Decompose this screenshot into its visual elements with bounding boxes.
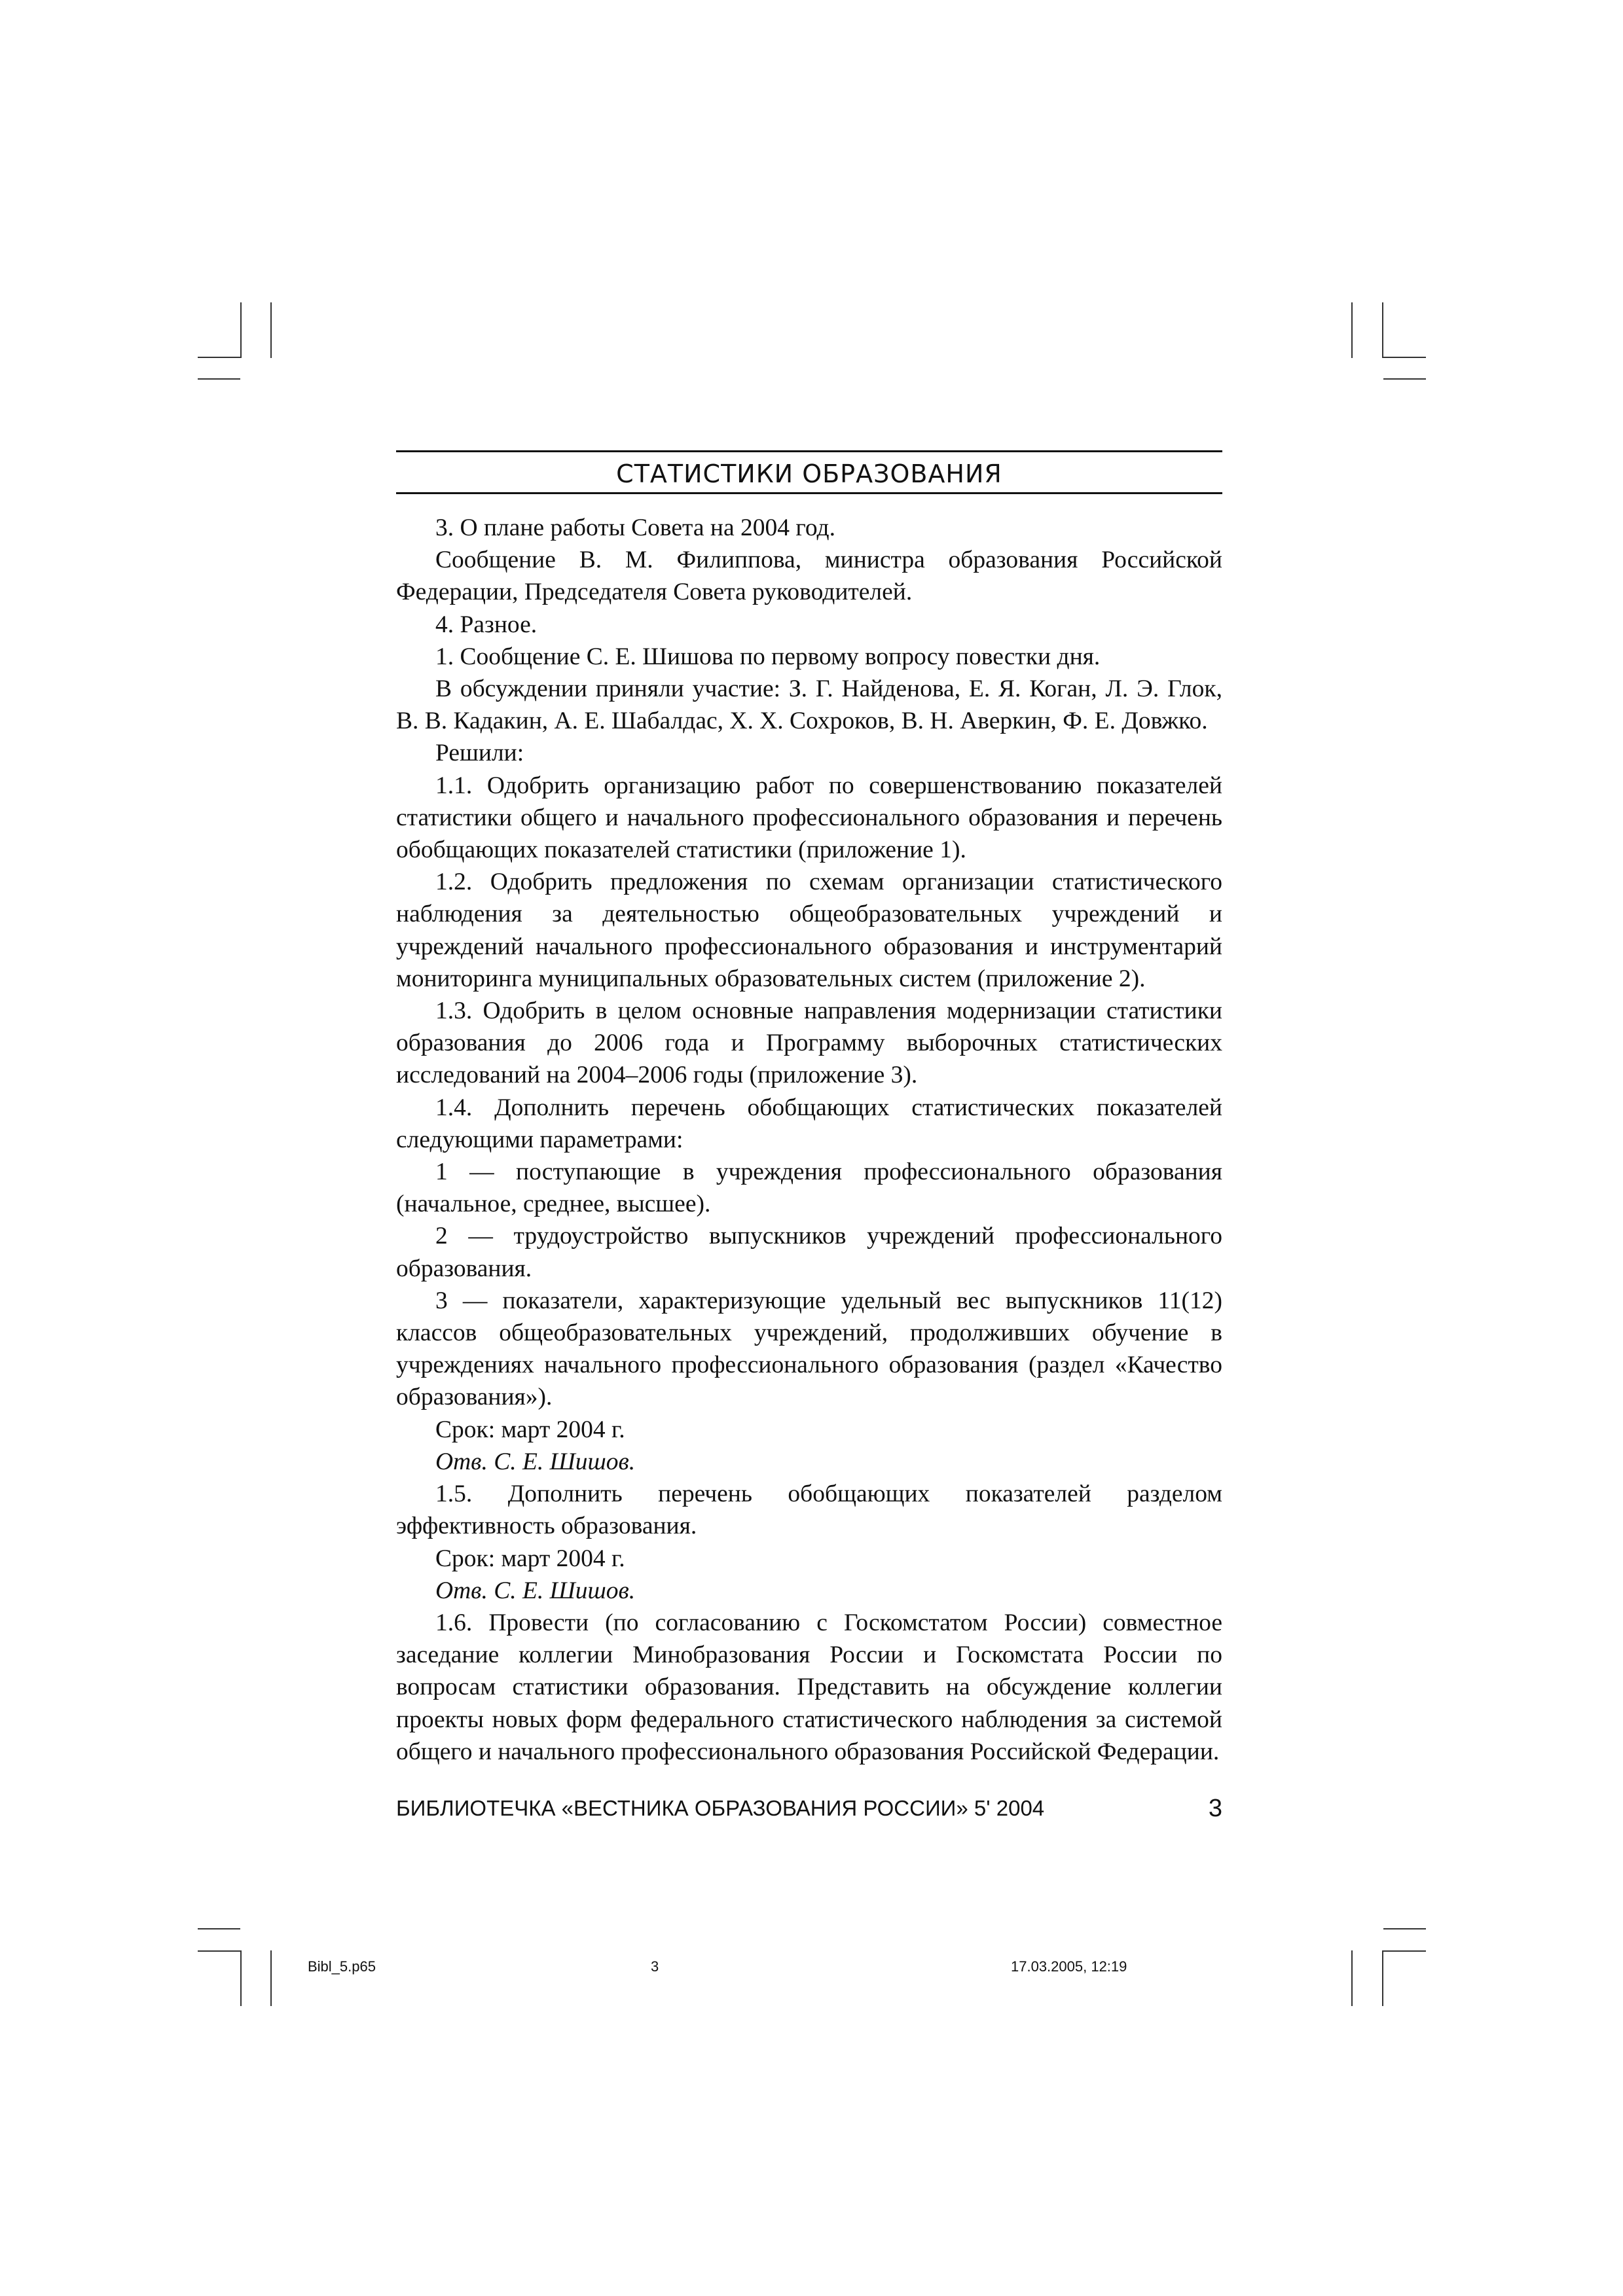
paragraph: В обсуждении приняли участие: З. Г. Найденова, Е. Я. Коган, Л. Э. Глок, В. В. Кадакин, А. Е. Шабалдас, Х. Х. Сохроков, В. Н. Аверкин, Ф. Е. Довжко. (396, 675, 1222, 735)
crop-mark (1383, 1950, 1426, 1952)
page-footer (396, 1792, 1222, 1825)
slug-timestamp: 17.03.2005, 12:19 (1011, 1958, 1127, 1975)
crop-mark (1351, 1950, 1353, 2006)
paragraph: 1 — поступающие в учреждения профессионального образования (начальное, среднее, высшее). (396, 1158, 1222, 1218)
paragraph: 1.4. Дополнить перечень обобщающих статистических показателей следующими параметрами: (396, 1094, 1222, 1153)
paragraph: Срок: март 2004 г. (435, 1416, 625, 1443)
paragraph: 3 — показатели, характеризующие удельный вес выпускников 11(12) классов общеобразовательных учреждений, продолживших обучение в учреждениях начального профессионального образования (раздел «Качество образования»). (396, 1287, 1222, 1411)
crop-mark (240, 302, 242, 358)
paragraph: Решили: (435, 740, 524, 767)
paragraph: 1. Сообщение С. Е. Шишова по первому вопросу повестки дня. (435, 643, 1101, 670)
crop-mark (198, 1928, 240, 1929)
paragraph: 2 — трудоустройство выпускников учреждений профессионального образования. (396, 1223, 1222, 1282)
crop-mark (1382, 1950, 1383, 2006)
crop-mark (1351, 302, 1353, 358)
paragraph: Срок: март 2004 г. (435, 1545, 625, 1572)
crop-mark (198, 357, 240, 358)
paragraph: 3. О плане работы Совета на 2004 год. (435, 514, 835, 541)
publication-title: БИБЛИОТЕЧКА «ВЕСТНИКА ОБРАЗОВАНИЯ РОССИИ» 5' 2004 (396, 1796, 1045, 1820)
crop-mark (270, 1950, 272, 2006)
crop-mark (198, 1950, 240, 1952)
header-rule-top (396, 450, 1222, 452)
responsible-note: Отв. С. Е. Шишов. (435, 1448, 636, 1475)
header-rule-bottom (396, 492, 1222, 494)
slug-filename: Bibl_5.p65 (308, 1958, 376, 1975)
crop-mark (1382, 302, 1383, 358)
running-head: СТАТИСТИКИ ОБРАЗОВАНИЯ (616, 459, 1002, 488)
crop-mark (198, 378, 240, 380)
page-number: 3 (1208, 1795, 1222, 1822)
crop-mark (1383, 378, 1426, 380)
crop-mark (1383, 1928, 1426, 1929)
body-text (396, 512, 1222, 1768)
crop-mark (240, 1950, 242, 2006)
crop-mark (1383, 357, 1426, 358)
slug-page: 3 (651, 1958, 659, 1975)
paragraph: 1.1. Одобрить организацию работ по совершенствованию показателей статистики общего и начального профессионального образования и перечень обобщающих показателей статистики (приложение 1). (396, 772, 1222, 864)
crop-mark (270, 302, 272, 358)
paragraph: 1.3. Одобрить в целом основные направления модернизации статистики образования до 2006 года и Программу выборочных статистических исследований на 2004–2006 годы (приложение 3). (396, 997, 1222, 1089)
responsible-note: Отв. С. Е. Шишов. (435, 1577, 636, 1604)
paragraph: 1.6. Провести (по согласованию с Госкомстатом России) совместное заседание коллегии Минобразования России и Госкомстата России по вопросам статистики образования. Представить на обсуждение коллегии проекты новых форм федерального статистического наблюдения за системой общего и начального профессионального образования Российской Федерации. (396, 1609, 1222, 1765)
paragraph: 1.5. Дополнить перечень обобщающих показателей разделом эффективность образования. (396, 1480, 1222, 1540)
paragraph: 4. Разное. (435, 611, 538, 638)
paragraph: 1.2. Одобрить предложения по схемам организации статистического наблюдения за деятельностью общеобразовательных учреждений и учреждений начального профессионального образования и инструментарий мониторинга муниципальных образовательных систем (приложение 2). (396, 869, 1222, 992)
paragraph: Сообщение В. М. Филиппова, министра образования Российской Федерации, Председателя Совета руководителей. (396, 547, 1222, 606)
